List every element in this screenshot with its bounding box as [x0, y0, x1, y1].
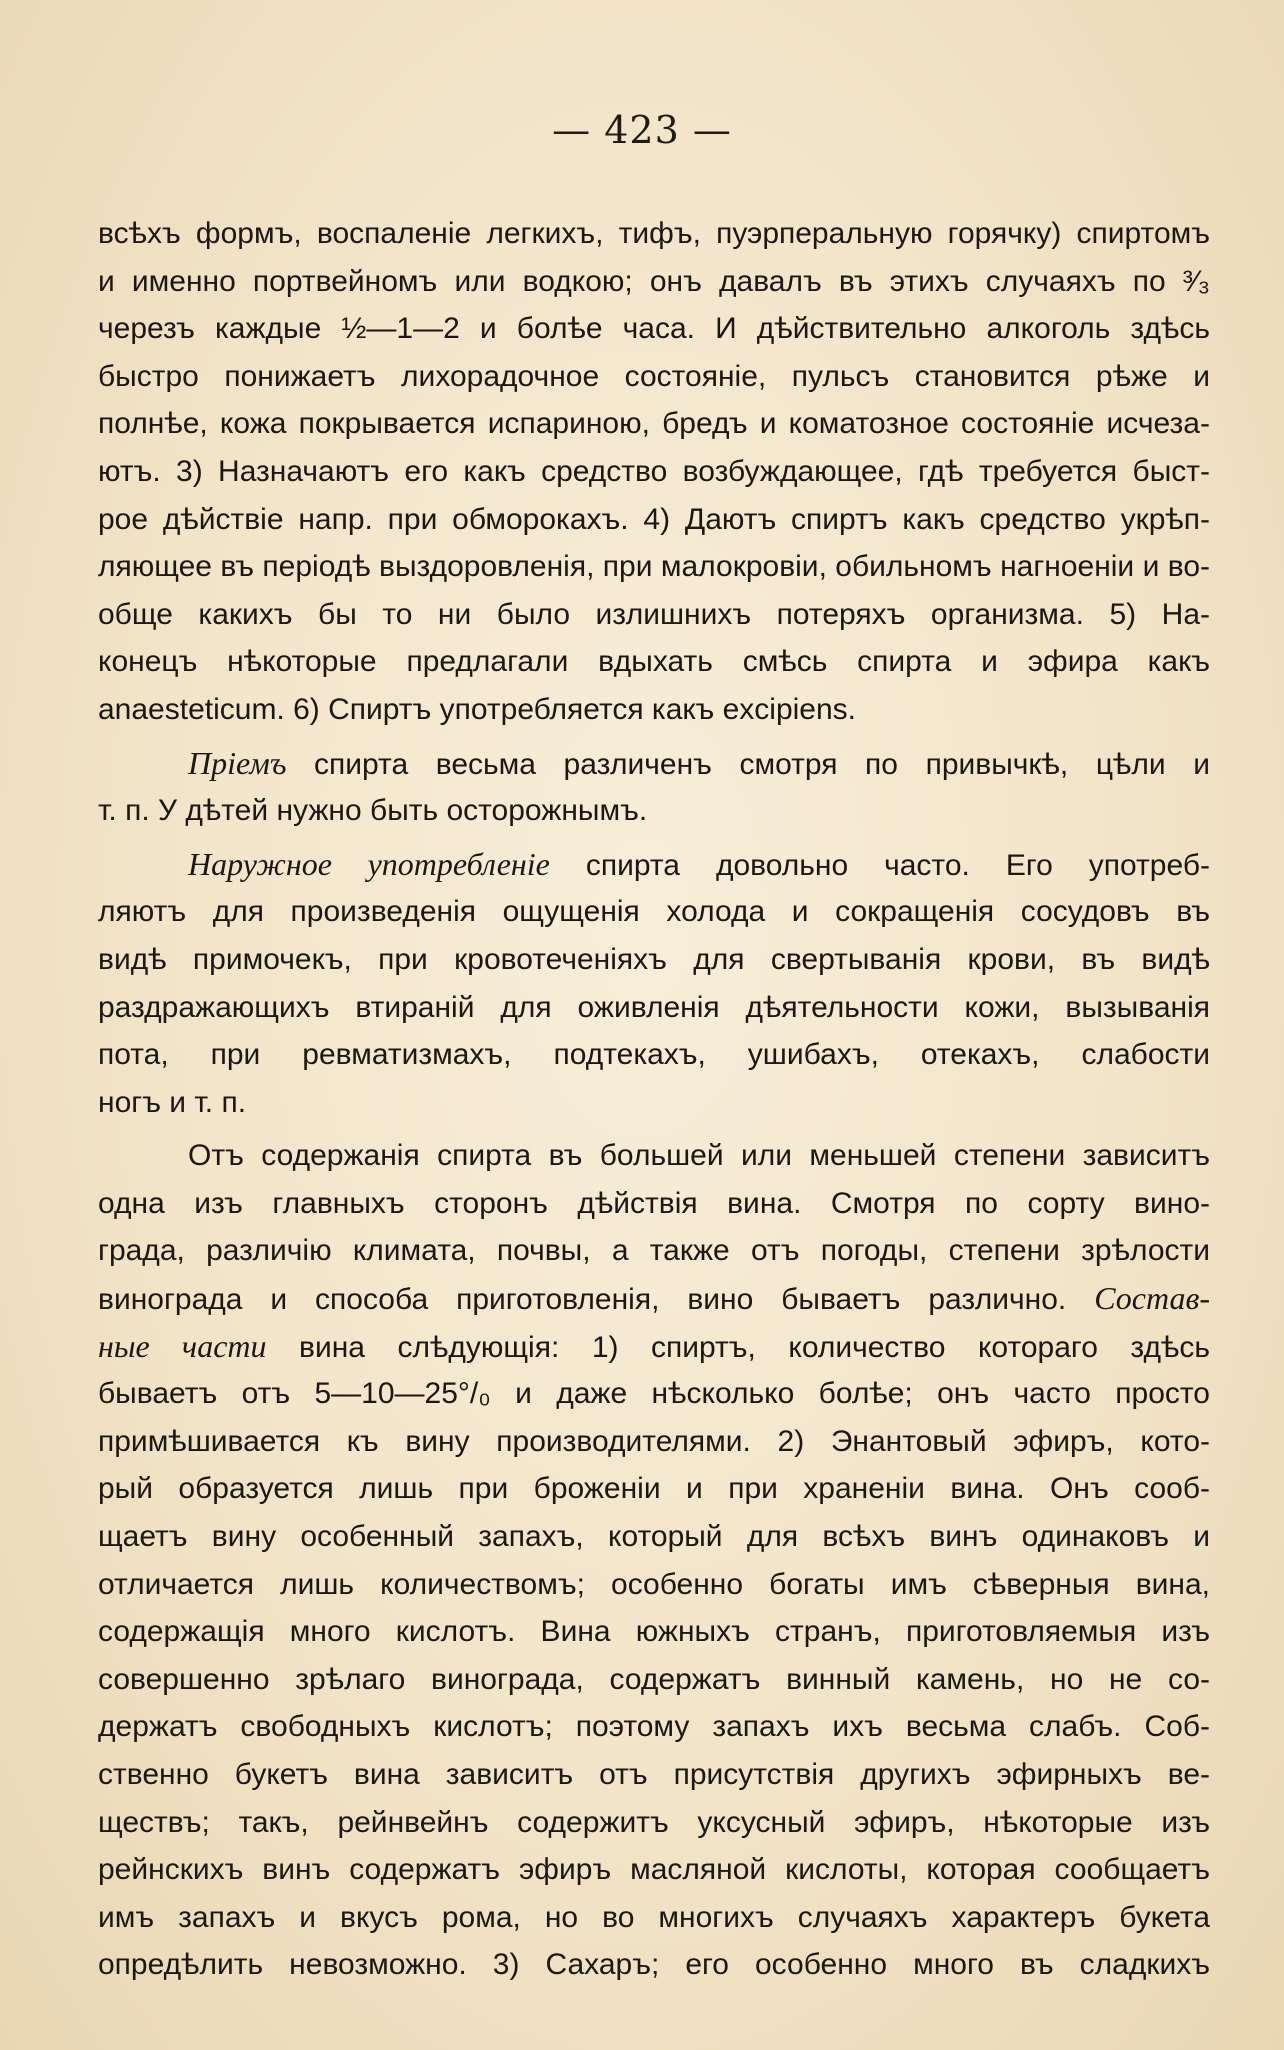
text-line: черезъ каждые ½—1—2 и болѣе часа. И дѣйствительно алкоголь здѣсь [98, 312, 1210, 346]
text-line: примѣшивается къ вину производителями. 2) Энантовый эфиръ, кото- [98, 1424, 1210, 1458]
text-line: конецъ нѣкоторые предлагали вдыхать смѣсь спирта и эфира какъ [98, 645, 1210, 679]
text-line: обще какихъ бы то ни было излишнихъ потеряхъ организма. 5) На- [98, 597, 1210, 631]
italic-term: ные части [98, 1327, 267, 1364]
text-line [98, 1323, 1210, 1371]
italic-term: Наружное употребленіе [188, 845, 550, 882]
text-run: винограда и способа приготовленія, вино бываетъ различно. [98, 1283, 1095, 1317]
body-text [98, 210, 1210, 1989]
text-line: рейнскихъ винъ содержатъ эфиръ масляной кислоты, которая сообщаетъ [98, 1853, 1210, 1887]
text-line: и именно портвейномъ или водкою; онъ давалъ въ этихъ случаяхъ по ³⁄₃ [98, 264, 1210, 298]
text-run: спирта довольно часто. Его употреб- [549, 848, 1210, 882]
text-line: отличается лишь количествомъ; особенно богаты имъ сѣверныя вина, [98, 1567, 1210, 1601]
text-line: anaesteticum. 6) Спиртъ употребляется какъ excipiens. [98, 692, 857, 726]
text-line: ляютъ для произведенія ощущенія холода и сокращенія сосудовъ въ [98, 895, 1210, 929]
paragraph [98, 841, 1210, 1127]
text-line [98, 740, 1210, 788]
text-line: ютъ. 3) Назначаютъ его какъ средство возбуждающее, гдѣ требуется быст- [98, 454, 1210, 488]
text-line: бываетъ отъ 5—10—25°/₀ и даже нѣсколько болѣе; онъ часто просто [98, 1377, 1210, 1411]
text-line: раздражающихъ втираній для оживленія дѣятельности кожи, вызыванія [98, 990, 1210, 1024]
paragraph [98, 210, 1210, 734]
text-line: быстро понижаетъ лихорадочное состояніе, пульсъ становится рѣже и [98, 359, 1210, 393]
page-number: — 423 — [552, 108, 732, 152]
text-run: вина слѣдующія: 1) спиртъ, количество котораго здѣсь [266, 1330, 1210, 1364]
text-line: опредѣлить невозможно. 3) Сахаръ; его особенно много въ сладкихъ [98, 1948, 1210, 1982]
text-line: пота, при ревматизмахъ, подтекахъ, ушибахъ, отекахъ, слабости [98, 1038, 1210, 1072]
text-line: Отъ содержанія спирта въ большей или меньшей степени зависитъ [188, 1139, 1210, 1173]
text-line: рый образуется лишь при броженіи и при храненіи вина. Онъ сооб- [98, 1472, 1210, 1506]
text-line: держатъ свободныхъ кислотъ; поэтому запахъ ихъ весьма слабъ. Соб- [98, 1710, 1210, 1744]
text-line: имъ запахъ и вкусъ рома, но во многихъ случаяхъ характеръ букета [98, 1900, 1210, 1934]
text-line: одна изъ главныхъ сторонъ дѣйствія вина. Смотря по сорту вино- [98, 1186, 1210, 1220]
text-line: ногъ и т. п. [98, 1085, 247, 1119]
text-line: совершенно зрѣлаго винограда, содержатъ винный камень, но не со- [98, 1662, 1210, 1696]
text-line: ляющее въ періодѣ выздоровленія, при малокровіи, обильномъ нагноеніи и во- [98, 550, 1210, 584]
paragraph [98, 740, 1210, 835]
text-line: всѣхъ формъ, воспаленіе легкихъ, тифъ, пуэрперальную горячку) спиртомъ [98, 217, 1210, 250]
text-line: града, различію климата, почвы, а также отъ погоды, степени зрѣлости [98, 1234, 1210, 1268]
text-line: полнѣе, кожа покрывается испариною, бредъ и коматозное состояніе исчеза- [98, 407, 1210, 441]
text-run: спирта весьма различенъ смотря по привычкѣ, цѣли и [286, 747, 1210, 781]
text-line: ществъ; такъ, рейнвейнъ содержитъ уксусный эфиръ, нѣкоторые изъ [98, 1805, 1210, 1839]
text-line [98, 841, 1210, 889]
text-line: содержащія много кислотъ. Вина южныхъ странъ, приготовляемыя изъ [98, 1615, 1210, 1649]
paragraph [98, 1132, 1210, 1989]
text-line: т. п. У дѣтей нужно быть осторожнымъ. [98, 794, 648, 828]
text-line [98, 1275, 1210, 1323]
text-line: видѣ примочекъ, при кровотеченіяхъ для свертыванія крови, въ видѣ [98, 942, 1210, 976]
italic-term: Пріемъ [188, 744, 287, 781]
text-line: ственно букетъ вина зависитъ отъ присутствія другихъ эфирныхъ ве- [98, 1758, 1210, 1791]
text-line: щаетъ вину особенный запахъ, который для всѣхъ винъ одинаковъ и [98, 1520, 1210, 1554]
italic-term: Состав- [1094, 1280, 1210, 1317]
text-line: рое дѣйствіе напр. при обморокахъ. 4) Даютъ спиртъ какъ средство укрѣп- [98, 502, 1210, 536]
